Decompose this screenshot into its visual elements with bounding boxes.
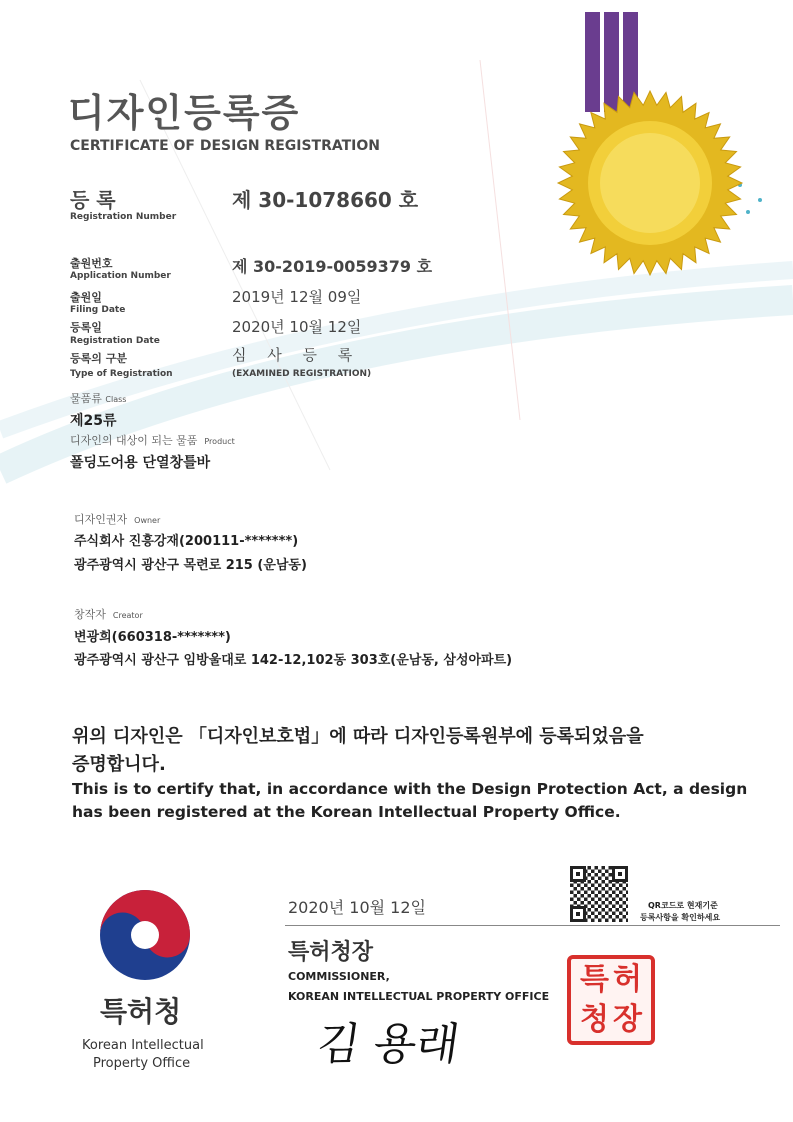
owner-address: 광주광역시 광산구 목련로 215 (운남동) — [74, 558, 307, 573]
application-number-label: 출원번호 — [70, 257, 113, 270]
application-number: 제 30-2019-0059379 호 — [232, 257, 433, 276]
application-number-label-en: Application Number — [70, 271, 171, 281]
logo-text-ko: 특허청 — [100, 995, 182, 1028]
filing-date: 2019년 12월 09일 — [232, 288, 362, 306]
registration-type-label: 등록의 구분 — [70, 352, 127, 365]
logo-text-en-1: Korean Intellectual — [82, 1038, 204, 1053]
owner-label: 디자인권자 — [74, 513, 128, 526]
filing-date-label-en: Filing Date — [70, 305, 126, 315]
commissioner-en-2: KOREAN INTELLECTUAL PROPERTY OFFICE — [288, 990, 550, 1003]
stamp-glyph: 청 — [580, 1002, 609, 1037]
stamp-glyph: 장 — [613, 1002, 642, 1037]
statement-ko-2: 증명합니다. — [72, 754, 166, 775]
gold-seal-icon — [555, 88, 745, 278]
stamp-glyph: 특 — [580, 962, 609, 997]
logo-text-en-2: Property Office — [93, 1056, 191, 1071]
statement-en-1: This is to certify that, in accordance with the Design Protection Act, a design — [72, 780, 748, 798]
registration-date: 2020년 10월 12일 — [232, 318, 362, 336]
registration-type-en: (EXAMINED REGISTRATION) — [232, 369, 372, 379]
divider — [285, 925, 780, 926]
signature: 김 용래 — [313, 1019, 463, 1070]
owner-name: 주식회사 진흥강재(200111-*******) — [74, 534, 299, 549]
commissioner-en-1: COMMISSIONER, — [288, 970, 390, 983]
title-english: CERTIFICATE OF DESIGN REGISTRATION — [70, 138, 381, 154]
product-label-en: Product — [204, 437, 235, 446]
qr-caption-2: 등록사항을 확인하세요 — [640, 913, 721, 922]
qr-caption-1: QR코드로 현재기준 — [648, 901, 718, 910]
registration-number: 제 30-1078660 호 — [232, 188, 419, 212]
statement-en-2: has been registered at the Korean Intellectual Property Office. — [72, 803, 621, 821]
registration-date-label-en: Registration Date — [70, 336, 160, 346]
class-label: 물품류 — [70, 392, 102, 405]
product-value: 폴딩도어용 단열창틀바 — [70, 455, 211, 471]
owner-label-en: Owner — [134, 516, 161, 525]
registration-type-label-en: Type of Registration — [70, 369, 173, 379]
commissioner-ko: 특허청장 — [288, 940, 374, 965]
issue-date: 2020년 10월 12일 — [288, 898, 426, 917]
creator-name: 변광희(660318-*******) — [74, 630, 231, 645]
class-label-en: Class — [105, 395, 127, 404]
kipo-logo-icon — [98, 888, 192, 982]
statement-ko-1: 위의 디자인은 「디자인보호법」에 따라 디자인등록원부에 등록되었음을 — [72, 726, 644, 747]
registration-label: 등 록 — [70, 188, 116, 212]
creator-label: 창작자 — [74, 608, 106, 621]
creator-address: 광주광역시 광산구 임방울대로 142-12,102동 303호(운남동, 삼성아파트) — [74, 653, 513, 668]
class-value: 제25류 — [70, 413, 117, 429]
registration-label-en: Registration Number — [70, 212, 177, 222]
official-stamp — [567, 955, 655, 1045]
product-label: 디자인의 대상이 되는 물품 — [70, 434, 198, 447]
creator-label-en: Creator — [112, 611, 143, 620]
title-korean: 디자인등록증 — [68, 91, 301, 135]
stamp-glyph: 허 — [613, 962, 642, 997]
qr-code[interactable] — [570, 866, 628, 922]
registration-date-label: 등록일 — [70, 321, 102, 334]
filing-date-label: 출원일 — [70, 291, 102, 304]
registration-type: 심 사 등 록 — [232, 346, 361, 364]
